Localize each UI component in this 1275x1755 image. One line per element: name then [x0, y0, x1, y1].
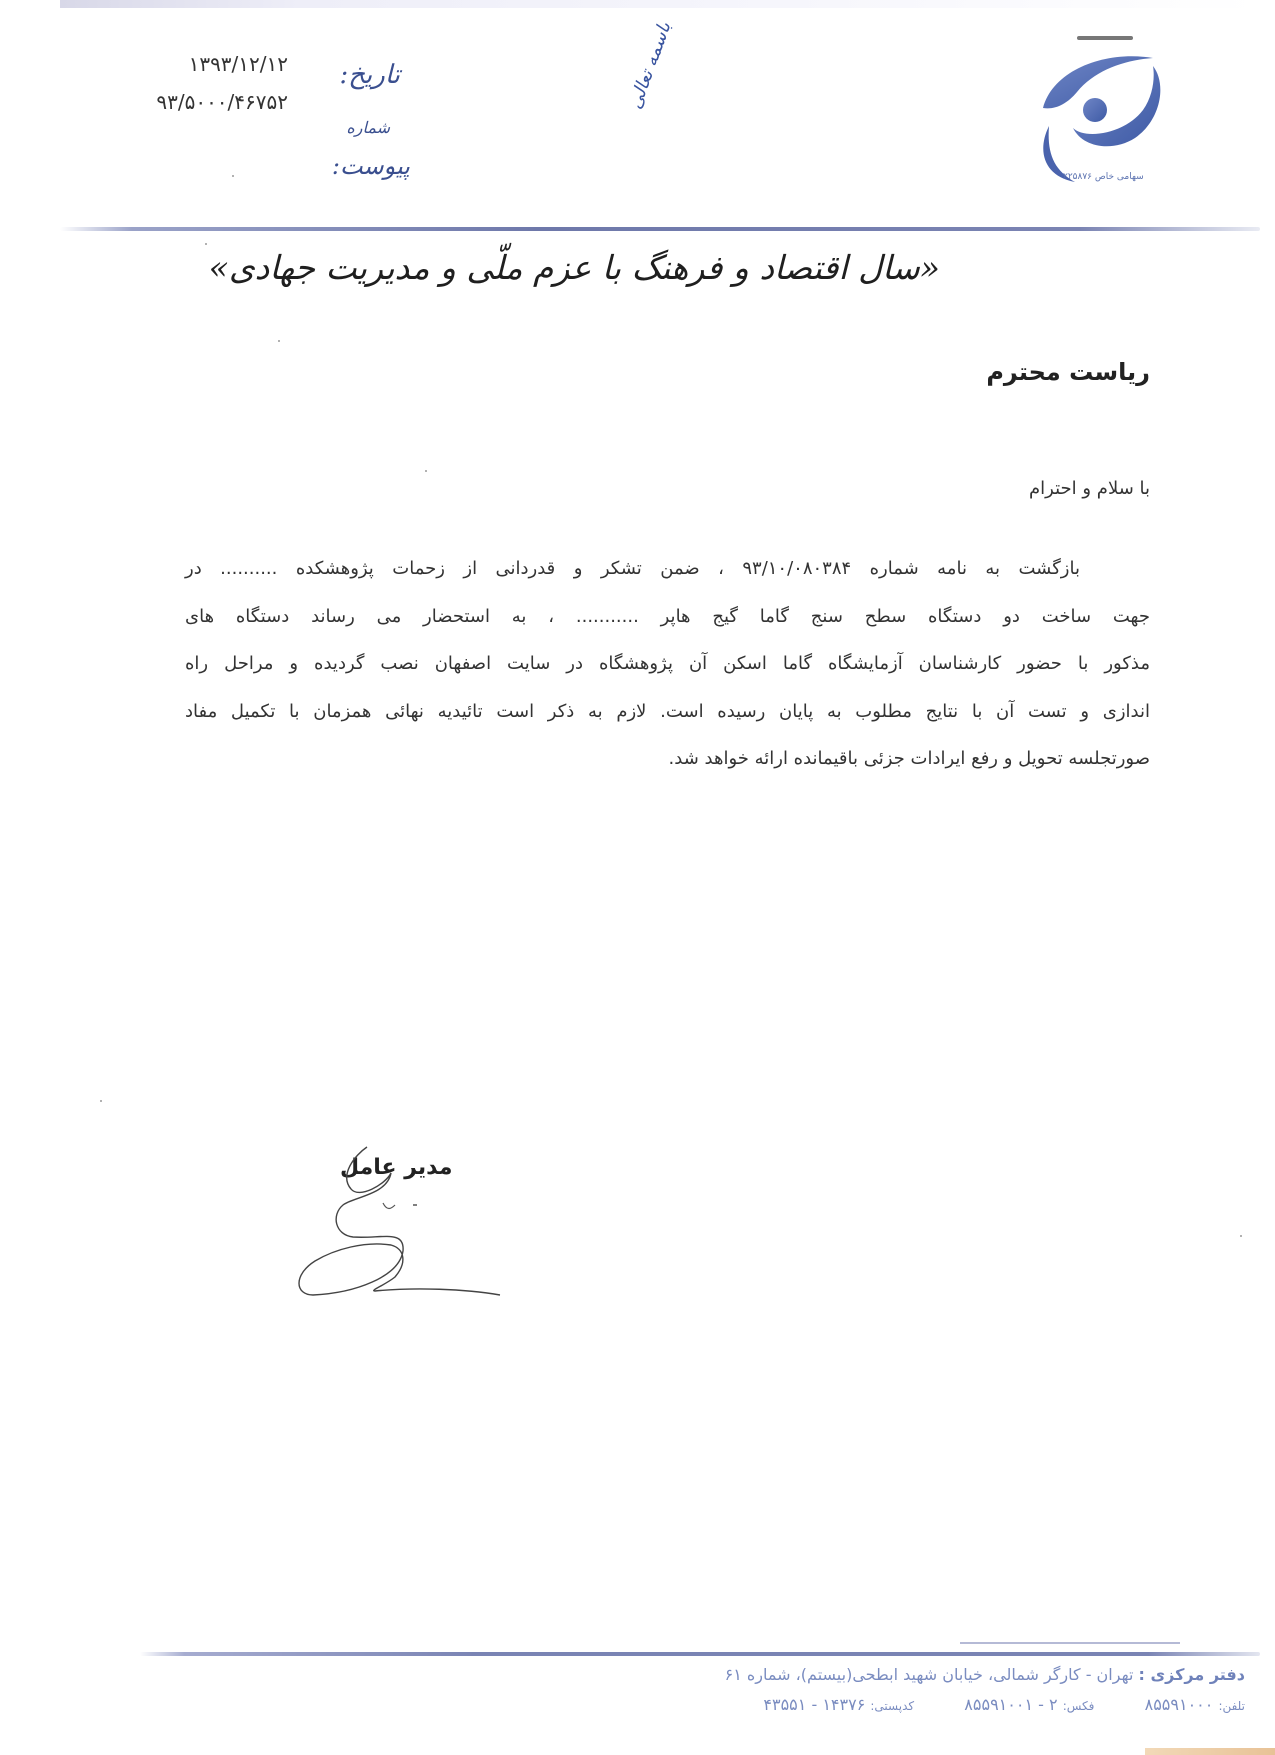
scan-speck [278, 340, 280, 342]
scan-speck [1240, 1235, 1242, 1237]
year-slogan: «سال اقتصاد و فرهنگ با عزم ملّی و مدیریت جهادی» [208, 248, 940, 287]
phone-label: تلفن: [1218, 1699, 1245, 1713]
body-line-1: بازگشت به نامه شماره ۹۳/۱۰/۰۸۰۳۸۴ ، ضمن تشکر و قدردانی از زحمات پژوهشکده .......... در [185, 558, 1080, 579]
body-line-5: صورتجلسه تحویل و رفع ایرادات جزئی باقیمانده ارائه خواهد شد. [668, 748, 1150, 769]
scan-speck [100, 1100, 102, 1102]
signature [295, 1145, 515, 1305]
signature-scribble-icon [295, 1145, 515, 1305]
office-label: دفتر مرکزی : [1138, 1665, 1245, 1684]
date-value: ۱۳۹۳/۱۲/۱۲ [188, 52, 288, 76]
salutation: ریاست محترم [986, 358, 1150, 386]
number-label: شماره [346, 118, 390, 137]
greeting: با سلام و احترام [1029, 478, 1150, 499]
office-address: تهران - کارگر شمالی، خیابان شهید ابطحی(بیستم)، شماره ۶۱ [724, 1665, 1134, 1684]
company-logo [1025, 30, 1175, 185]
footer-contact [725, 1660, 1245, 1721]
footer-separator [140, 1652, 1260, 1656]
fax-label: فکس: [1062, 1699, 1095, 1713]
footer-address-line [725, 1660, 1245, 1690]
logo-swirl-icon [1025, 30, 1175, 185]
scan-speck [425, 470, 427, 472]
scan-edge-mark [1145, 1748, 1275, 1755]
footer-phones-line [725, 1690, 1245, 1721]
page-top-edge [60, 0, 1260, 8]
postal-label: کدپستی: [870, 1699, 915, 1713]
body-line-3: مذکور با حضور کارشناسان آزمایشگاه گاما اسکن آن پژوهشگاه در سایت اصفهان نصب گردیده و مراحل راه [185, 653, 1150, 674]
scan-speck [205, 243, 207, 245]
logo-caption: سهامی خاص ۲۲۵۸۷۶ [1063, 172, 1144, 182]
scan-speck [232, 175, 234, 177]
number-value: ۹۳/۵۰۰۰/۴۶۷۵۲ [156, 90, 288, 114]
body-line-2: جهت ساخت دو دستگاه سطح سنج گاما گیج هاپر ........... ، به استحضار می رساند دستگاه های [185, 605, 1150, 627]
signature-title: مدیر عامل [340, 1155, 453, 1180]
footer-short-rule [960, 1642, 1180, 1644]
letter-body [185, 545, 1150, 783]
body-line-4: اندازی و تست آن با نتایج مطلوب به پایان رسیده است. لازم به ذکر است تائیدیه نهائی همزمان با تکمیل مفاد [185, 700, 1150, 722]
fax-value: ۲ - ۸۵۵۹۱۰۰۱ [964, 1695, 1058, 1714]
attachment-label: پیوست: [331, 152, 410, 180]
header-separator [60, 227, 1260, 231]
date-label: تاریخ: [339, 60, 400, 90]
phone-value: ۸۵۵۹۱۰۰۰ [1144, 1695, 1214, 1714]
postal-value: ۱۴۳۷۶ - ۴۳۵۵۱ [763, 1695, 866, 1714]
invocation-text: باسمه تعالی [624, 19, 676, 112]
